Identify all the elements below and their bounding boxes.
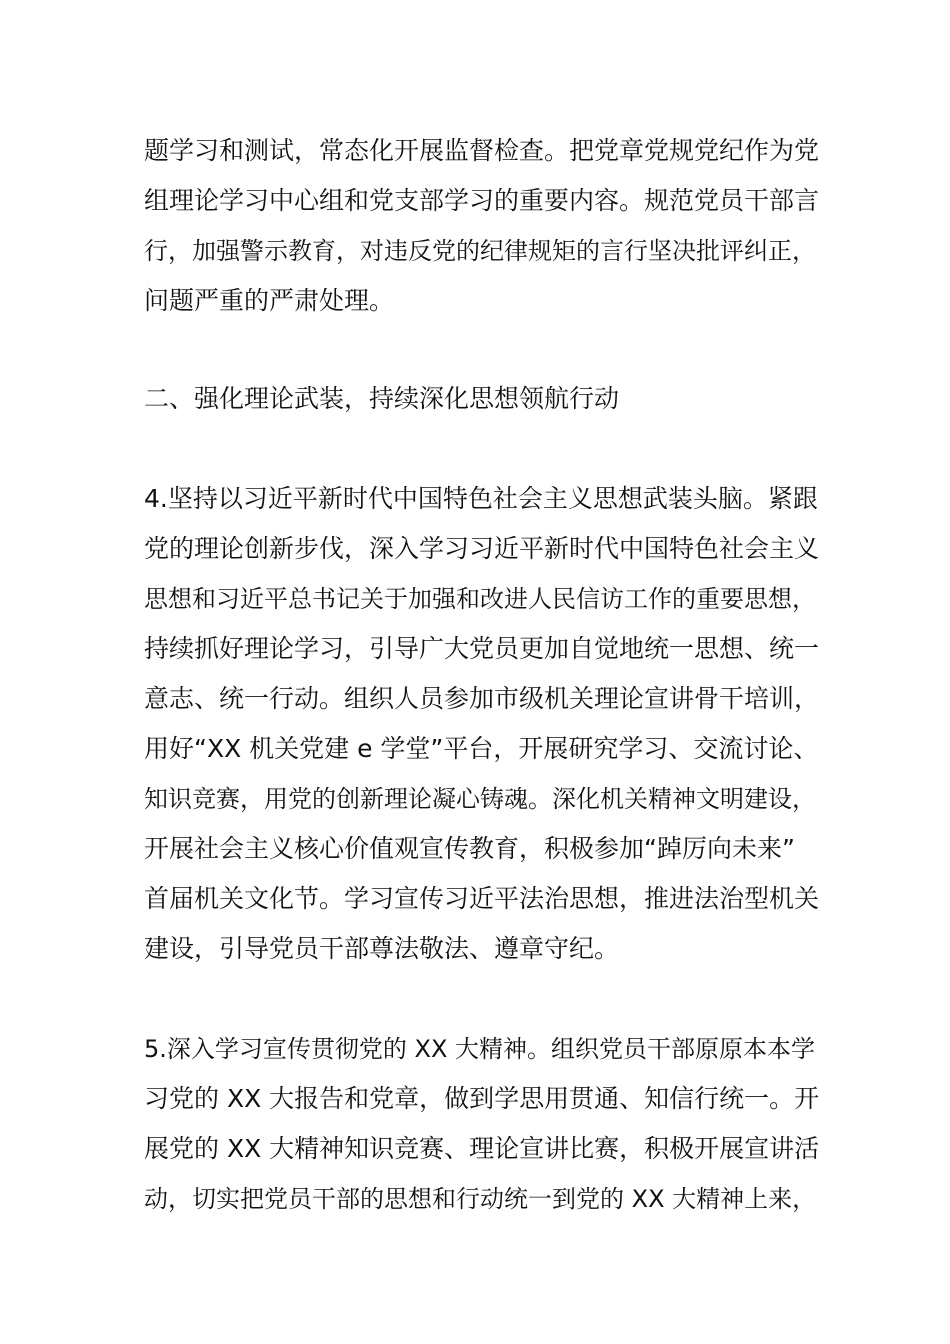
- paragraph-4-line-7: 知识竞赛，用党的创新理论凝心铸魂。深化机关精神文明建设，: [144, 785, 816, 813]
- paragraph-1-line-4: 问题严重的严肃处理。: [144, 286, 395, 315]
- paragraph-1-line-2: 组理论学习中心组和党支部学习的重要内容。规范党员干部言: [144, 186, 820, 215]
- paragraph-1-line-1: 题学习和测试，常态化开展监督检查。把党章党规党纪作为党: [144, 136, 820, 165]
- paragraph-5-line-3: 展党的 XX 大精神知识竞赛、理论宣讲比赛，积极开展宣讲活: [144, 1134, 820, 1163]
- section-heading: 二、强化理论武装，持续深化思想领航行动: [144, 384, 620, 413]
- paragraph-4-line-2: 党的理论创新步伐，深入学习习近平新时代中国特色社会主义: [144, 534, 820, 563]
- paragraph-4-line-6: 用好“XX 机关党建 e 学堂”平台，开展研究学习、交流讨论、: [144, 734, 819, 763]
- paragraph-5-line-2: 习党的 XX 大报告和党章，做到学思用贯通、知信行统一。开: [144, 1084, 820, 1113]
- paragraph-5-line-4: 动，切实把党员干部的思想和行动统一到党的 XX 大精神上来，: [144, 1185, 817, 1213]
- paragraph-5-line-1: 5.深入学习宣传贯彻党的 XX 大精神。组织党员干部原原本本学: [144, 1035, 816, 1063]
- paragraph-1-line-3: 行，加强警示教育，对违反党的纪律规矩的言行坚决批评纠正，: [144, 237, 816, 265]
- paragraph-4-line-8: 开展社会主义核心价值观宣传教育，积极参加“踔厉向未来”: [144, 834, 795, 863]
- paragraph-4-line-4: 持续抓好理论学习，引导广大党员更加自觉地统一思想、统一: [144, 634, 820, 663]
- paragraph-4-line-5: 意志、统一行动。组织人员参加市级机关理论宣讲骨干培训，: [144, 684, 820, 713]
- paragraph-4-line-10: 建设，引导党员干部尊法敬法、遵章守纪。: [144, 934, 620, 963]
- paragraph-4-line-9: 首届机关文化节。学习宣传习近平法治思想，推进法治型机关: [144, 884, 820, 913]
- paragraph-4-line-1: 4.坚持以习近平新时代中国特色社会主义思想武装头脑。紧跟: [144, 484, 818, 513]
- paragraph-4-line-3: 思想和习近平总书记关于加强和改进人民信访工作的重要思想，: [144, 585, 816, 613]
